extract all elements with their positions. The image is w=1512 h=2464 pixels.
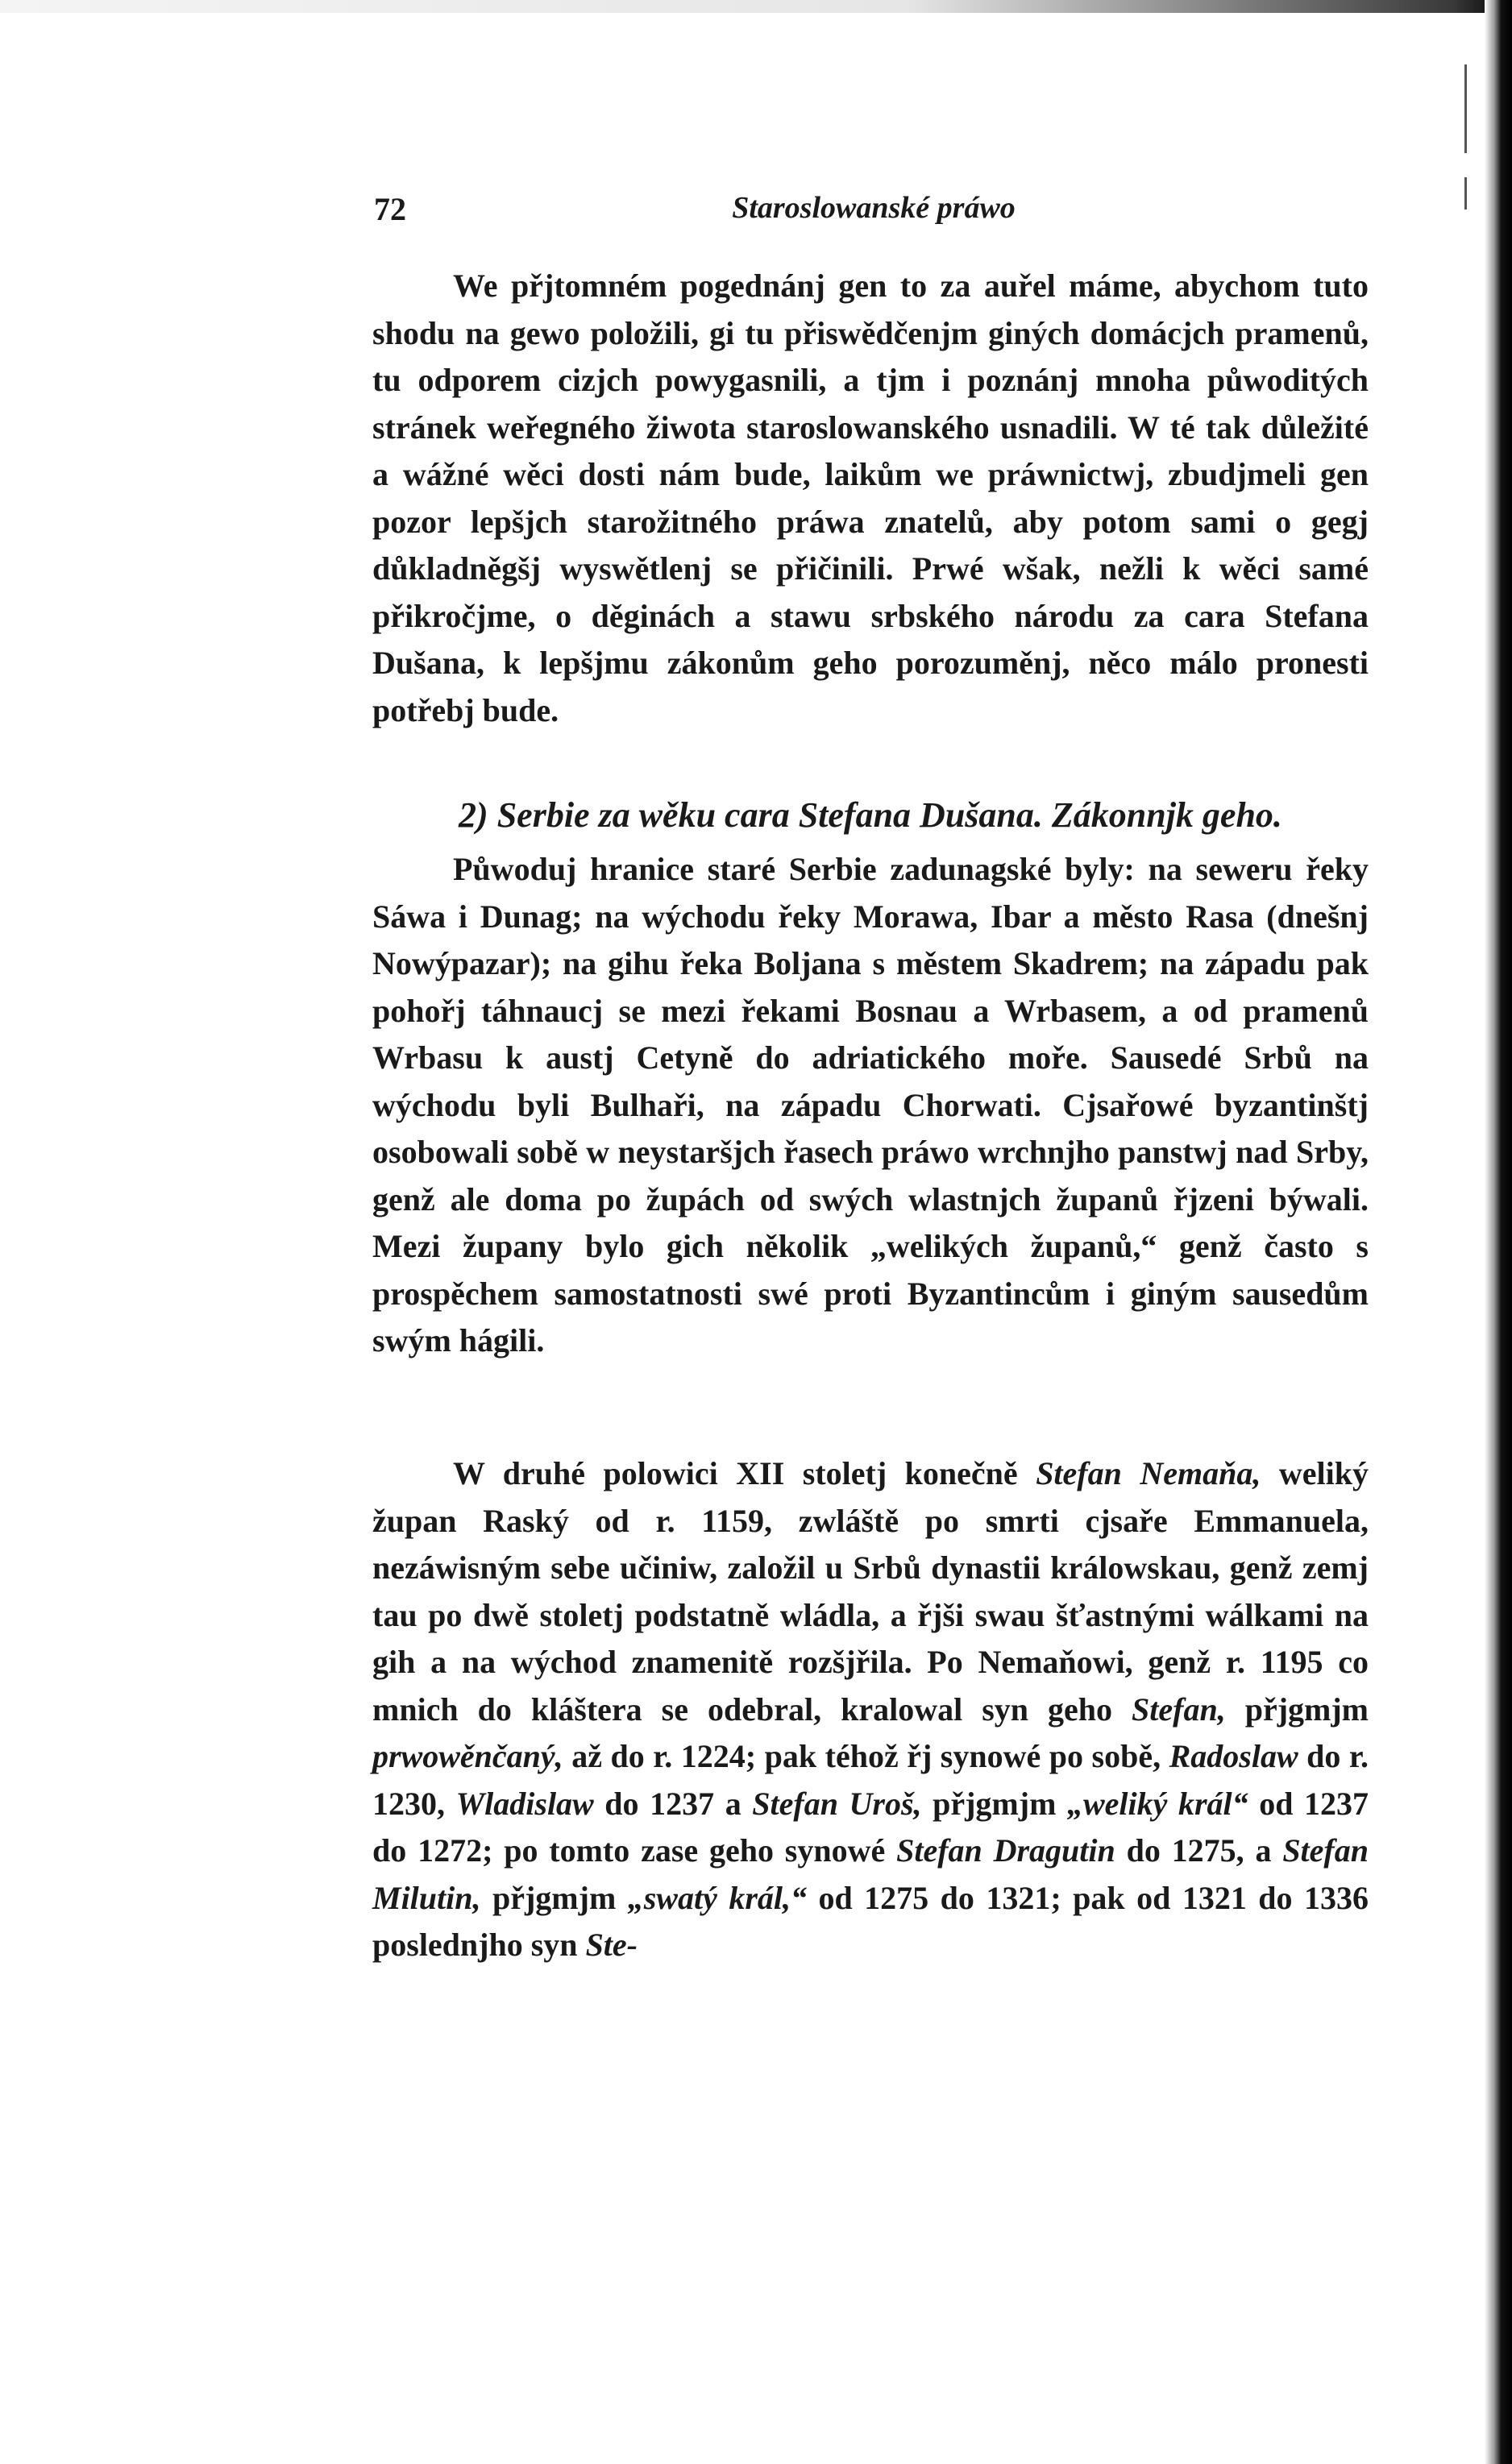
scan-edge-right (1485, 0, 1512, 2464)
text-run: přjgmjm (480, 1879, 628, 1916)
text-run: přjgmjm (921, 1785, 1067, 1822)
paragraph-3 (372, 1450, 1369, 1969)
scan-mark (1464, 177, 1467, 209)
text-run: weliký župan Raský od r. 1159, zwláště po smrti cjsaře Emmanuela, nezáwisným sebe učiniw, založil u Srbů dynastii králowskau, genž zemj tau po dwě stoletj podstatně wládla, a řjši swau šťastnými wálkami na gih a na wýchod znamenitě rozšjřila. Po Nemaňowi, genž r. 1195 co mnich do kláštera se odebral, kralowal syn geho (372, 1455, 1369, 1728)
paragraph-2 (372, 846, 1369, 1365)
name-radoslaw: Radoslaw (1169, 1738, 1298, 1774)
name-wladislaw: Wladislaw (455, 1785, 594, 1822)
page-header (374, 190, 1373, 230)
page-number: 72 (374, 191, 406, 227)
paragraph-1-text: We přjtomném pogednánj gen to za auřel máme, abychom tuto shodu na gewo položili, gi tu přiswědčenjm giných domácjch pramenů, tu odporem cizjch powygasnili, a tjm i poznánj mnoha půwoditých stránek weřegného žiwota staroslowanského usnadili. W té tak důležité a wážné wěci dosti nám bude, laikům we práwnictwj, zbudjmeli gen pozor lepšjch starožitného práwa znatelů, aby potom sami o gegj důkladněgšj wyswětlenj se přičinili. Prwé wšak, nežli k wěci samé přikročjme, o děginách a stawu srbského národu za cara Stefana Dušana, k lepšjmu zákonům geho porozuměnj, něco málo pronesti potřebj bude. (372, 268, 1369, 728)
text-run: do r. 1230, (372, 1738, 1369, 1822)
epithet-prwowencany: prwowěnčaný, (372, 1738, 563, 1774)
name-stefan-nemana: Stefan Nemaňa, (1036, 1455, 1261, 1491)
name-stefan-dragutin: Stefan Dragutin (896, 1832, 1115, 1869)
section-heading: 2) Serbie za wěku cara Stefana Dušana. Zákonnjk geho. (459, 795, 1282, 835)
paragraph-2-text: Půwoduj hranice staré Serbie zadunagské byly: na seweru řeky Sáwa i Dunag; na wýchodu řeky Morawa, Ibar a město Rasa (dnešnj Nowýpazar); na gihu řeka Boljana s městem Skadrem; na západu pak pohořj táhnaucj se mezi řekami Bosnau a Wrbasem, a od pramenů Wrbasu k austj Cetyně do adriatického moře. Sausedé Srbů na wýchodu byli Bulhaři, na západu Chorwati. Cjsařowé byzantinštj osobowali sobě w neystaršjch řasech práwo wrchnjho panstwj nad Srby, genž ale doma po župách od swých wlastnjch županů řjzeni býwali. Mezi župany bylo gich několik „welikých županů,“ genž často s prospěchem samostatnosti swé proti Byzantincům i giným sausedům swým hágili. (372, 851, 1369, 1359)
epithet-swaty-kral: „swatý král,“ (627, 1879, 807, 1916)
text-run: W druhé polowici XII stoletj konečně (453, 1455, 1036, 1491)
text-run: od 1275 do 1321; pak od 1321 do 1336 poslednjho syn (372, 1879, 1369, 1963)
paragraph-3-text (372, 1450, 1369, 1969)
name-ste-hyphenated: Ste- (585, 1927, 638, 1963)
name-stefan-milutin: Stefan Milutin, (372, 1832, 1369, 1916)
text-run: od 1237 do 1272; po tomto zase geho synowé (372, 1785, 1369, 1869)
name-stefan-uros: Stefan Uroš, (752, 1785, 922, 1822)
scan-mark (1464, 64, 1467, 153)
text-run: až do r. 1224; pak téhož řj synowé po sobě, (563, 1738, 1169, 1774)
running-head: Staroslowanské práwo (732, 191, 1016, 225)
text-run: přjgmjm (1225, 1690, 1369, 1728)
paragraph-1 (372, 263, 1369, 734)
scan-edge-top (0, 0, 1512, 13)
name-stefan: Stefan, (1132, 1690, 1226, 1728)
epithet-weliky-kral: „weliký král“ (1066, 1785, 1248, 1822)
text-run: do 1237 a (593, 1785, 753, 1822)
text-run: do 1275, a (1115, 1832, 1283, 1869)
